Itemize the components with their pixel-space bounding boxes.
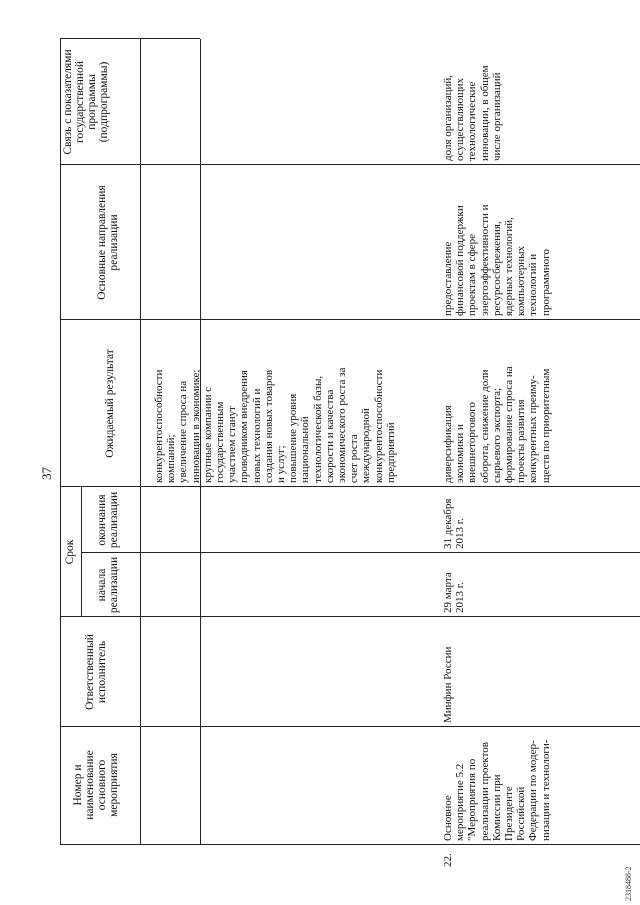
header-end: окончания реализации (96, 491, 120, 549)
header-bottom-line (140, 39, 141, 845)
row22-executor: Минфин России (442, 646, 454, 723)
table-top-border (60, 39, 61, 845)
col-divider (60, 486, 640, 487)
header-result: Ожидаемый результат (104, 349, 116, 458)
page-number: 37 (39, 467, 54, 480)
col-divider (81, 552, 640, 553)
row22-name: Основное мероприятие 5.2 "Мероприятия по реализации проектов Комиссии при Президенте Российской Федерации по модер- низации и технологи- (442, 739, 552, 841)
continuation-result: конкурентоспособности компаний; увеличение спроса на инновации в экономике; крупные компании с государственным участием станут проводником внедрения новых технологий и создания новых товаров и услуг; повышение уровня национальной технологической базы, скорости и качества экономического роста за счет роста международной конкурентоспособности предприятий (153, 367, 397, 483)
term-subheader-line (81, 487, 82, 617)
header-term: Срок (64, 539, 76, 565)
row22-directions: предоставление финансовой поддержки проектам в сфере энергоэффективности и ресурсосбережения, ядерных технологий, компьютерных технологий и программного (442, 204, 552, 316)
row22-link: доля организаций, осуществляющих технологические инновации, в общем числе организаций (442, 65, 503, 161)
footer-code: 2318488-2 (624, 866, 633, 901)
table-right-border (60, 38, 200, 39)
row22-start: 29 марта 2013 г. (442, 572, 467, 613)
col-divider (60, 726, 640, 727)
row22-end: 31 декабря 2013 г. (442, 498, 467, 549)
row22-result: диверсификация экономики и внешнеторгового оборота, снижение доли сырьевого экспорта; формирование спроса на проекты развития конкурентных преиму- ществ по приоритетным (442, 366, 552, 483)
header-directions: Основные направления реализации (96, 185, 120, 300)
row22-number: 22. (442, 853, 454, 867)
col-divider (60, 616, 640, 617)
col-divider (60, 164, 640, 165)
col-divider (60, 319, 640, 320)
table-left-border (60, 844, 640, 845)
header-link: Связь с показателями государственной программы (подпрограммы) (62, 49, 110, 155)
header-number-name: Номер и наименование основного мероприятия (72, 750, 120, 820)
header-start: начала реализации (96, 556, 120, 614)
header-executor: Ответственный исполнитель (84, 634, 108, 710)
